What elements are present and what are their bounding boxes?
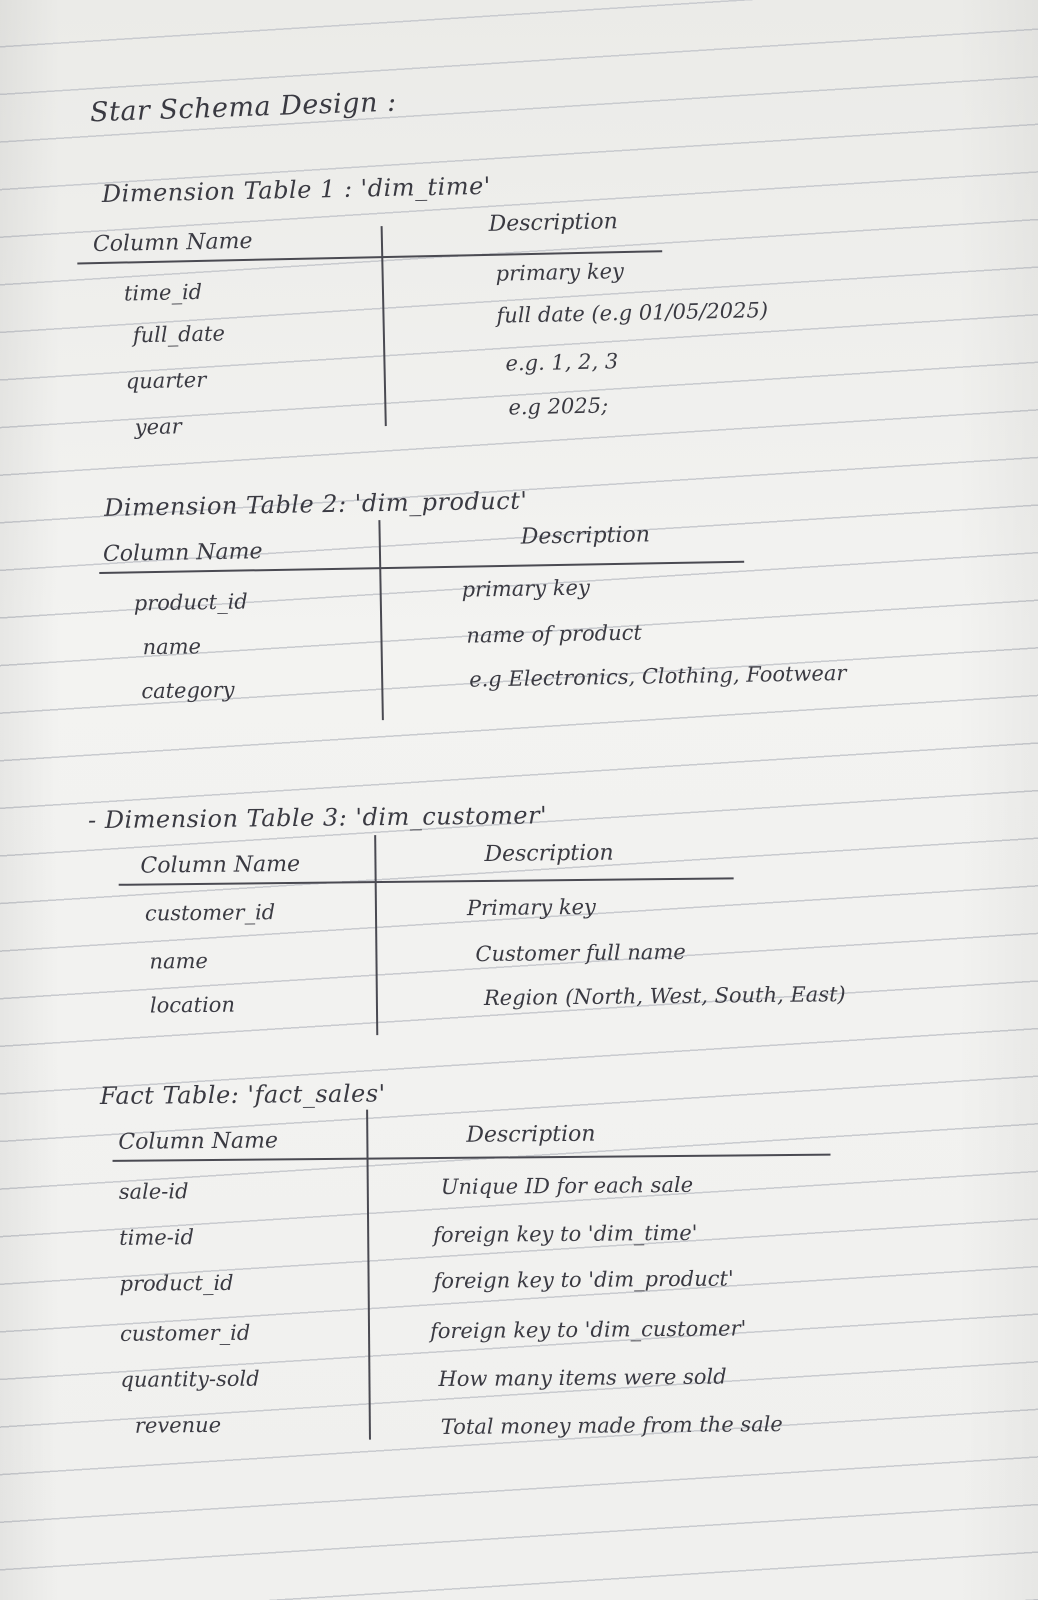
row-name: full_date xyxy=(132,321,226,348)
row-name: product_id xyxy=(133,589,248,616)
column-name-header: Column Name xyxy=(92,228,253,258)
row-description: e.g. 1, 2, 3 xyxy=(505,349,619,376)
description-header: Description xyxy=(484,840,614,867)
table-title: Dimension Table 1 : 'dim_time' xyxy=(101,171,492,208)
row-description: primary key xyxy=(461,575,591,602)
row-description: Primary key xyxy=(466,894,596,921)
row-description: How many items were sold xyxy=(438,1364,727,1392)
row-name: sale-id xyxy=(118,1179,189,1204)
row-description: primary key xyxy=(495,259,625,286)
row-name: quarter xyxy=(125,367,207,394)
row-name: revenue xyxy=(134,1412,222,1438)
table-title: Dimension Table 2: 'dim_product' xyxy=(103,486,528,522)
row-description: foreign key to 'dim_customer' xyxy=(429,1316,747,1344)
column-name-header: Column Name xyxy=(102,539,263,567)
row-name: product_id xyxy=(119,1270,234,1296)
header-divider xyxy=(113,1154,831,1162)
row-description: foreign key to 'dim_product' xyxy=(433,1266,734,1294)
description-header: Description xyxy=(520,522,651,550)
row-name: time-id xyxy=(119,1225,195,1250)
table-title: Fact Table: 'fact_sales' xyxy=(99,1079,386,1110)
description-header: Description xyxy=(488,209,619,237)
row-name: customer_id xyxy=(144,900,276,926)
row-name: year xyxy=(134,414,182,440)
row-description: e.g Electronics, Clothing, Footwear xyxy=(468,661,847,692)
page-heading: Star Schema Design : xyxy=(89,86,398,129)
column-name-header: Column Name xyxy=(118,1128,279,1155)
row-name: location xyxy=(149,992,236,1018)
row-description: foreign key to 'dim_time' xyxy=(433,1220,698,1248)
row-description: Customer full name xyxy=(475,939,686,967)
row-name: name xyxy=(149,948,208,974)
column-name-header: Column Name xyxy=(140,851,301,879)
row-description: full date (e.g 01/05/2025) xyxy=(496,298,769,328)
row-name: customer_id xyxy=(119,1320,251,1346)
column-divider xyxy=(374,835,378,1035)
row-name: quantity-sold xyxy=(120,1366,260,1392)
description-header: Description xyxy=(466,1121,596,1148)
row-name: name xyxy=(142,634,202,660)
header-divider xyxy=(119,877,734,885)
row-description: Total money made from the sale xyxy=(440,1412,783,1440)
row-name: time_id xyxy=(123,279,203,306)
row-name: category xyxy=(141,677,235,704)
row-description: Region (North, West, South, East) xyxy=(483,982,846,1010)
row-description: e.g 2025; xyxy=(508,393,609,420)
column-divider xyxy=(378,520,383,720)
table-title: - Dimension Table 3: 'dim_customer' xyxy=(87,801,548,835)
row-description: Unique ID for each sale xyxy=(440,1172,694,1200)
row-description: name of product xyxy=(466,620,643,648)
